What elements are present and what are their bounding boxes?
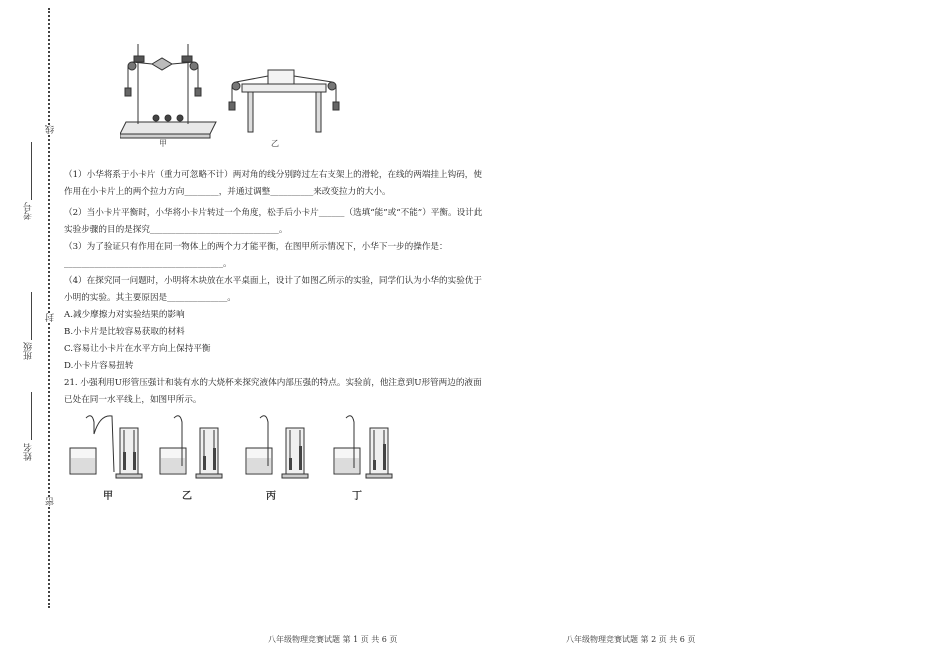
option-c: C.容易让小卡片在水平方向上保持平衡 [64,344,211,354]
manometer-bing [246,416,308,478]
question-20-part-3: （3）为了验证只有作用在同一物体上的两个力才能平衡，在图甲所示情况下，小华下一步的操作是：_____________________________________。 [64,242,448,269]
figure-2-caption-yi: 乙 [182,491,192,502]
dotted-cut-line [48,8,50,608]
footer-page-2: 八年级物理竞赛试题 第 2 页 共 6 页 [566,635,696,644]
edge-char-feng: 封 [46,313,56,322]
question-20-part-4: （4）在探究同一问题时，小明将木块放在水平桌面上，设计了如图乙所示的实验，同学们认为小华的实验优于小明的实验。其主要原因是______________。 [64,276,482,303]
question-content [64,0,494,671]
option-d: D.小卡片容易扭转 [64,361,134,371]
exam-number-label: 考号 [24,202,34,220]
option-b: B.小卡片是比较容易获取的材料 [64,327,185,337]
name-blank [31,392,32,440]
question-21: 21. 小强利用U形管压强计和装有水的大烧杯来探究液体内部压强的特点。实验前，他注意到U形管两边的液面已处在同一水平线上，如图甲所示。 [64,378,482,405]
edge-char-xian: 线 [46,125,56,134]
name-label: 姓名 [24,443,34,461]
question-20-part-1: （1）小华将系于小卡片（重力可忽略不计）两对角的线分别跨过左右支架上的滑轮，在线的两端挂上钩码，使作用在小卡片上的两个拉力方向________，并通过调整__________来改变拉力的大小。 [64,170,482,197]
figure-2-caption-bing: 丙 [266,491,276,502]
manometer-yi [160,416,222,478]
figure-2 [64,408,394,482]
footer-page-1: 八年级物理竞赛试题 第 1 页 共 6 页 [268,635,398,644]
figure-2-caption-ding: 丁 [352,491,362,502]
figure-2-caption-jia: 甲 [103,491,113,502]
manometer-jia [70,416,142,478]
binding-margin [0,0,60,671]
option-a: A.减少摩擦力对实验结果的影响 [64,310,185,320]
edge-char-mi: 密 [46,497,56,506]
class-label: 班级 [24,342,34,360]
exam-number-blank [31,142,32,200]
class-blank [31,292,32,340]
figure-1-caption-jia: 甲 [159,139,167,148]
manometer-ding [334,416,392,478]
figure-1-caption-yi: 乙 [271,139,279,148]
question-20-part-2: （2）当小卡片平衡时，小华将小卡片转过一个角度，松手后小卡片______（选填“能”或“不能”）平衡。设计此实验步骤的目的是探究______________________________。 [64,208,483,235]
